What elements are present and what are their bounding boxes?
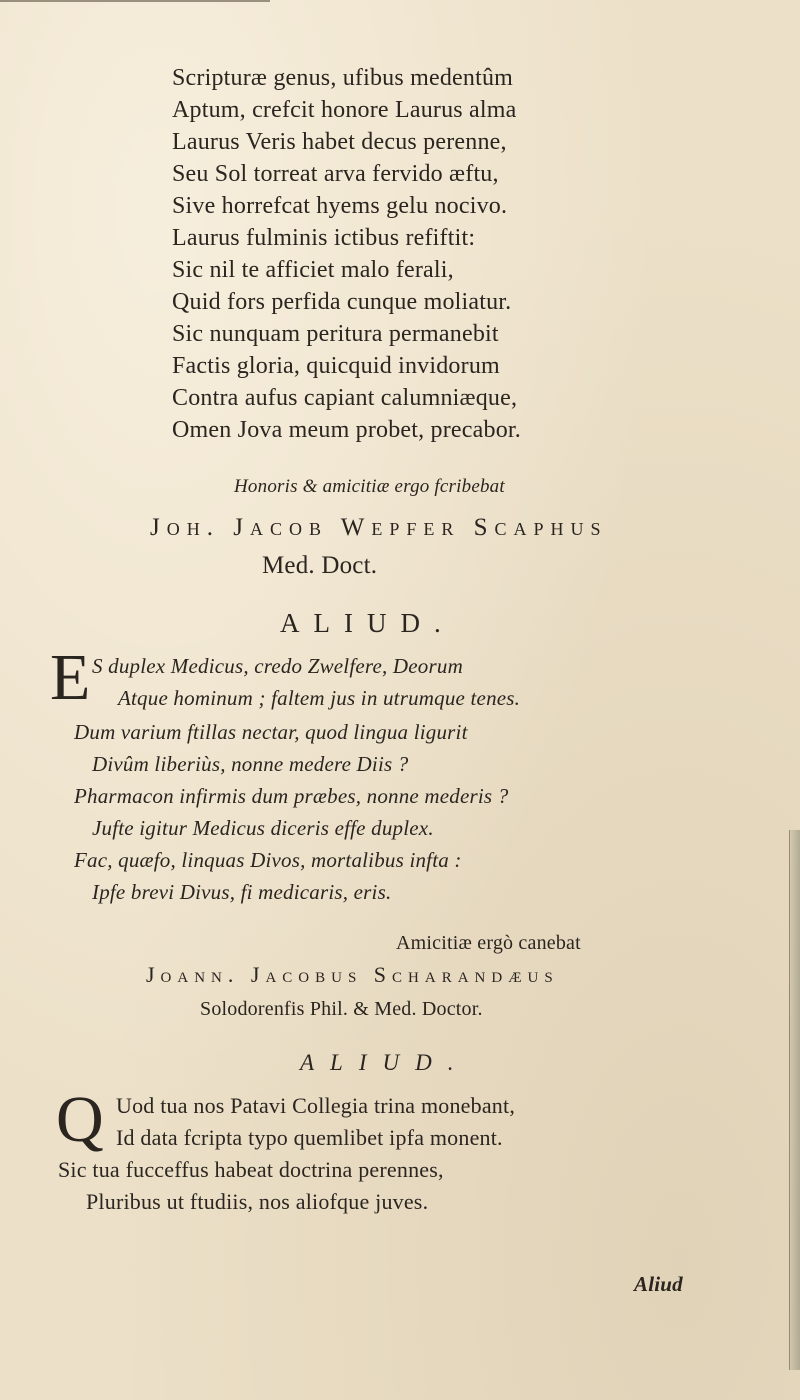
poem-1-line: Contra aufus capiant calumniæque, bbox=[172, 385, 518, 411]
poem-2-dropcap: E bbox=[50, 641, 91, 714]
poem-2-author-title: Solodorenfis Phil. & Med. Doctor. bbox=[200, 998, 483, 1020]
poem-1-line: Quid fors perfida cunque moliatur. bbox=[172, 289, 512, 315]
poem-1-line: Factis gloria, quicquid invidorum bbox=[172, 353, 500, 379]
poem-2-line: Divûm liberiùs, nonne medere Diis ? bbox=[92, 752, 409, 776]
poem-2-dedication: Amicitiæ ergò canebat bbox=[396, 932, 581, 954]
poem-1-author: Joh. Jacob Wepfer Scaphus bbox=[150, 514, 608, 541]
poem-1-line: Laurus fulminis ictibus refiftit: bbox=[172, 225, 476, 251]
poem-2-line: S duplex Medicus, credo Zwelfere, Deorum bbox=[92, 654, 463, 678]
poem-1-line: Aptum, crefcit honore Laurus alma bbox=[172, 97, 517, 123]
catchword: Aliud bbox=[634, 1272, 683, 1296]
poem-1-line: Omen Jova meum probet, precabor. bbox=[172, 417, 521, 443]
poem-1-line: Scripturæ genus, ufibus medentûm bbox=[172, 65, 514, 91]
poem-2-line: Atque hominum ; faltem jus in utrumque tenes. bbox=[118, 686, 521, 710]
poem-1-dedication: Honoris & amicitiæ ergo fcribebat bbox=[234, 476, 505, 497]
poem-2-line: Dum varium ftillas nectar, quod lingua ligurit bbox=[74, 720, 468, 744]
poem-3-dropcap: Q bbox=[56, 1083, 104, 1156]
poem-1-line: Sive horrefcat hyems gelu nocivo. bbox=[172, 193, 508, 219]
poem-2-line: Ipfe brevi Divus, fi medicaris, eris. bbox=[92, 880, 392, 904]
poem-2-line: Fac, quæfo, linquas Divos, mortalibus infta : bbox=[74, 848, 462, 872]
poem-1-line: Sic nil te afficiet malo ferali, bbox=[172, 257, 454, 283]
poem-1-line: Seu Sol torreat arva fervido æftu, bbox=[172, 161, 499, 187]
poem-3-line: Pluribus ut ftudiis, nos aliofque juves. bbox=[86, 1189, 429, 1214]
poem-2-line: Jufte igitur Medicus diceris effe duplex. bbox=[92, 816, 434, 840]
poem-2-line: Pharmacon infirmis dum præbes, nonne mederis ? bbox=[74, 784, 509, 808]
poem-2-author: Joann. Jacobus Scharandæus bbox=[146, 962, 559, 987]
poem-1-line: Laurus Veris habet decus perenne, bbox=[172, 129, 507, 155]
poem-3-line: Sic tua fucceffus habeat doctrina perennes, bbox=[58, 1157, 444, 1182]
top-rule bbox=[0, 0, 270, 2]
poem-1-line: Sic nunquam peritura permanebit bbox=[172, 321, 499, 347]
poem-3-line: Uod tua nos Patavi Collegia trina monebant, bbox=[116, 1093, 516, 1118]
poem-1-author-title: Med. Doct. bbox=[262, 552, 378, 579]
poem-2-heading: ALIUD. bbox=[280, 608, 455, 638]
page-edge bbox=[789, 830, 800, 1370]
poem-3-heading: ALIUD. bbox=[300, 1050, 470, 1075]
poem-3-line: Id data fcripta typo quemlibet ipfa monent. bbox=[116, 1125, 503, 1150]
